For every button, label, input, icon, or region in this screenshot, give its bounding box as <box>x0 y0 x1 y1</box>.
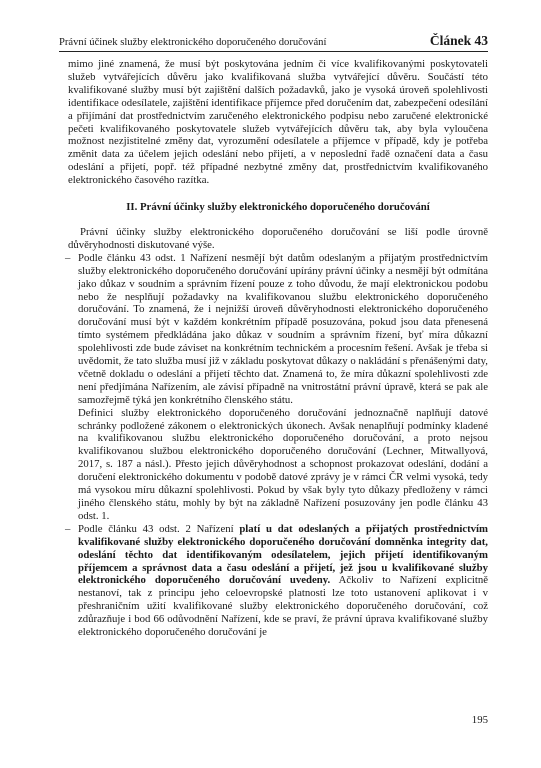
paragraph-intro: Právní účinky služby elektronického doporučeného doručování se liší podle úrovně důvěryhodnosti diskutované výše. <box>68 225 488 251</box>
list-item-bold-text: platí u dat odeslaných a přijatých prostřednictvím kvalifikované služby elektronického doporučeného doručování domněnka integrity dat, odeslání těchto dat identifikovaným odesílatelem, jejich přijetí identifikovaným příjemcem a správnost data a času odeslání a přijetí, jež jsou u kvalifikované služby elektronického doporučeného doručování uvedeny. <box>78 522 488 587</box>
list-item-text-end: Ačkoliv to Nařízení explicitně nestanoví, tak z principu jeho celoevropské platnosti lze toto ustanovení aplikovat i v přeshraničním užití kvalifikované služby elektronického doporučeného doručování, což zdůrazňuje i bod 66 odůvodnění Nařízení, kde se praví, že právní úprava kvalifikované služby elektronického doporučeného doručování je <box>78 574 488 639</box>
running-title: Právní účinek služby elektronického doporučeného doručování <box>59 37 327 48</box>
running-header <box>59 30 488 52</box>
section-heading: II. Právní účinky služby elektronického doporučeného doručování <box>126 201 430 214</box>
page-body <box>65 58 488 639</box>
list-item <box>65 522 488 639</box>
list-item-continuation: Definici služby elektronického doporučeného doručování jednoznačně naplňují datové schránky podložené zákonem o elektronických úkonech. Avšak nenaplňují podmínky kladené na kvalifikovanou službu elektronického doporučeného doručování, a proto nejsou kvalifikovanou službou elektronického doporučeného doručování (Lechner, Mitwallyová, 2017, s. 187 a násl.). Přesto jejich důvěryhodnost a schopnost prokazovat odeslání, dodání a doručení elektronického dokumentu v podobě datové zprávy je v rámci ČR velmi vysoká, tedy má vysokou míru důkazní spolehlivosti. Pokud by však byly tyto důkazy předloženy v rámci jiného členského státu, mohly by být na základně Nařízení posuzovány jen podle článku 43 odst. 1. <box>78 406 488 522</box>
article-number: Článek 43 <box>429 33 488 48</box>
list-item-text: Podle článku 43 odst. 1 Nařízení nesmějí být datům odeslaným a přijatým prostřednictvím služby elektronického doporučeného doručování upírány právní účinky a nesmějí být odmítána jako důkaz v soudním a správním řízení pouze z toho důvodu, že mají elektronickou podobu nebo že nesplňují požadavky na kvalifikovanou službu elektronického doporučeného doručování. To znamená, že i nejnižší úroveň důvěryhodnosti elektronického doporučeného doručování musí být v každém konkrétním případě posuzována, pokud jsou data přenesená tímto systémem předkládána jako důkaz v soudním a správním řízení, byť míra důkazní spolehlivosti zde bude záviset na konkrétním technickém a procesním řešení. Avšak je třeba si uvědomit, že tato služba musí již v základu poskytovat důkazy o nakládání s přenášenými daty, včetně dokladu o odeslání a přijetí těchto dat. Znamená to, že míra důkazní spolehlivosti zde není předjímána Nařízením, ale závisí případně na vnitrostátní právní úpravě, která se pak ale samozřejmě týká jen konkrétního členského státu. <box>78 251 488 406</box>
paragraph-continued: mimo jiné znamená, že musí být poskytována jedním či více kvalifikovanými poskytovateli služeb vytvářejících důvěru jako kvalifikovaná služba vytvářející důvěru. Součástí této kvalifikované služby musí být zajištění dalších požadavků, jako je vysoká úroveň spolehlivosti identifikace odesílatele, zajištění identifikace příjemce před doručením dat, zabezpečení odesílání a přijímání dat prostřednictvím zaručeného elektronického podpisu nebo zaručené elektronické pečeti kvalifikovaného poskytovatele služeb vytvářejících důvěru tak, aby byla vyloučena možnost nezjistitelné změny dat, vyrozumění odesílatele a příjemce v případě, kdy je potřeba změnit data za účelem jejich odeslání nebo přijetí, a v neposlední řadě označení data a času odeslání a přijetí, popř. též případné nezbytné změny dat, prostřednictvím kvalifikovaného elektronického časového razítka. <box>68 58 488 187</box>
header-rule <box>59 51 488 52</box>
list-item <box>65 251 488 407</box>
dash-marker: – <box>65 251 71 264</box>
page-number: 195 <box>471 714 488 726</box>
dash-marker: – <box>65 522 71 535</box>
list-item-text-start: Podle článku 43 odst. 2 Nařízení <box>78 522 240 535</box>
